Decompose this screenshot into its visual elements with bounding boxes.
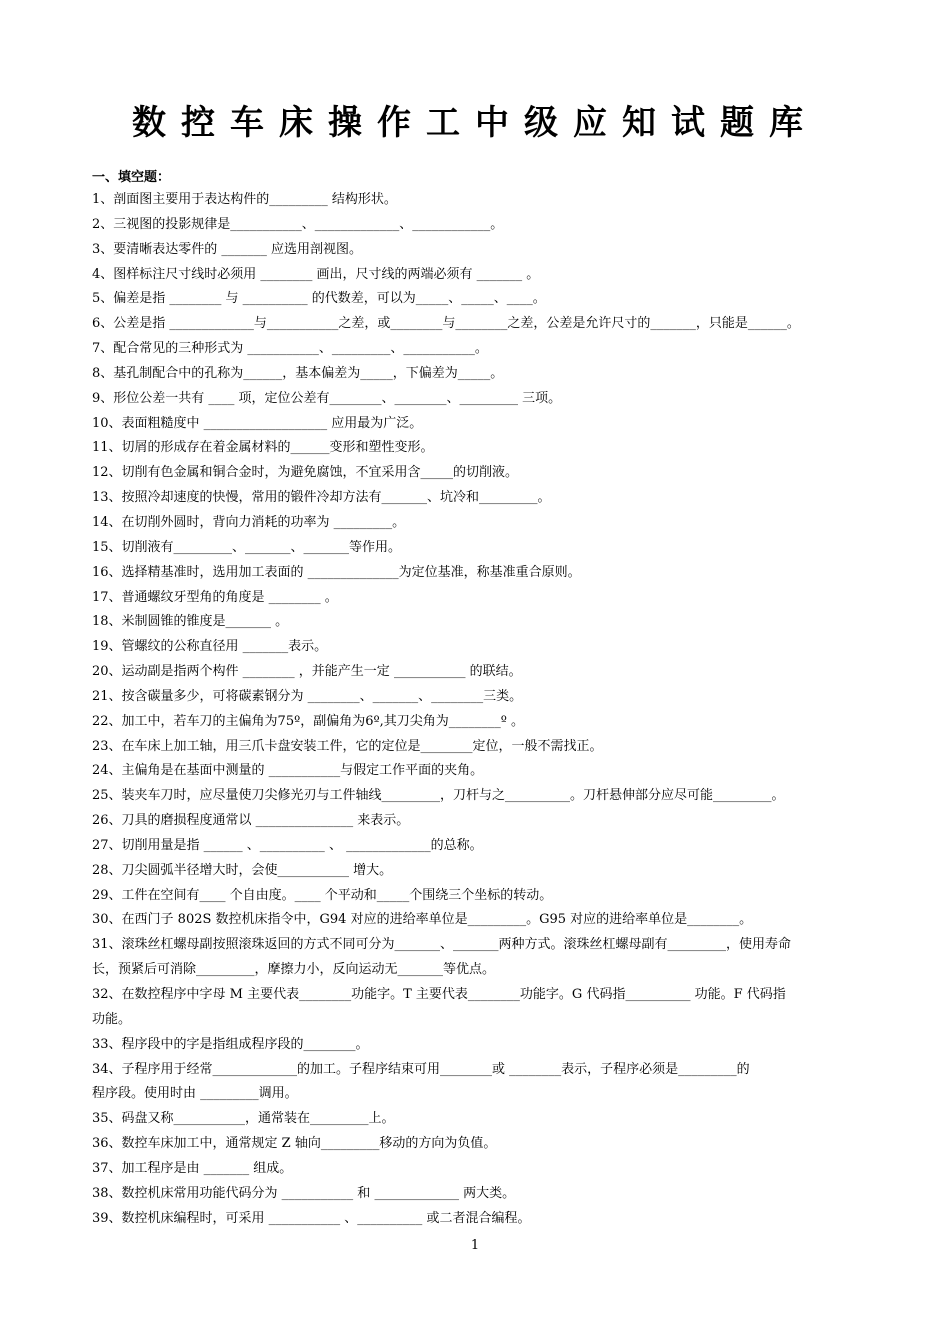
- question-13: 13、按照冷却速度的快慢，常用的锻件冷却方法有_______、坑冷和_________。: [92, 490, 551, 506]
- question-36: 36、数控车床加工中，通常规定 Z 轴向_________移动的方向为负值。: [92, 1136, 497, 1152]
- question-22: 22、加工中，若车刀的主偏角为75º，副偏角为6º,其刀尖角为________º 。: [92, 713, 524, 729]
- page-number: 1: [470, 1238, 480, 1253]
- question-14: 14、在切削外圆时，背向力消耗的功率为 _________。: [92, 514, 406, 530]
- question-34-continued: 程序段。使用时由 _________调用。: [92, 1086, 298, 1102]
- question-33: 33、程序段中的字是指组成程序段的________。: [92, 1036, 369, 1052]
- section-heading: 一、填空题：: [92, 170, 171, 185]
- question-23: 23、在车床上加工轴，用三爪卡盘安装工件，它的定位是________定位，一般不需找正。: [92, 738, 603, 754]
- question-11: 11、切屑的形成存在着金属材料的______变形和塑性变形。: [92, 440, 434, 456]
- question-31: 31、滚珠丝杠螺母副按照滚珠返回的方式不同可分为_______、_______两种方式。滚珠丝杠螺母副有_________，使用寿命: [92, 937, 792, 953]
- question-12: 12、切削有色金属和铜合金时，为避免腐蚀，不宜采用含_____的切削液。: [92, 465, 519, 481]
- question-15: 15、切削液有_________、_______、_______等作用。: [92, 539, 402, 555]
- question-34: 34、子程序用于经常_____________的加工。子程序结束可用________或 ________表示，子程序必须是_________的: [92, 1061, 750, 1077]
- question-19: 19、管螺纹的公称直径用 _______表示。: [92, 639, 328, 655]
- question-21: 21、按含碳量多少，可将碳素钢分为 ________、_______、________三类。: [92, 688, 523, 704]
- question-10: 10、表面粗糙度中 ___________________ 应用最为广泛。: [92, 415, 423, 431]
- question-25: 25、装夹车刀时，应尽量使刀尖修光刃与工件轴线_________，刀杆与之__________。刀杆悬伸部分应尽可能_________。: [92, 788, 785, 804]
- question-32-continued: 功能。: [92, 1011, 132, 1027]
- question-20: 20、运动副是指两个构件 ________ ，并能产生一定 ___________ 的联结。: [92, 664, 522, 680]
- question-3: 3、要清晰表达零件的 _______ 应选用剖视图。: [92, 241, 363, 257]
- question-18: 18、米制圆锥的锥度是_______ 。: [92, 614, 289, 630]
- question-16: 16、选择精基准时，选用加工表面的 ______________为定位基准，称基准重合原则。: [92, 564, 581, 580]
- question-6: 6、公差是指 _____________与___________之差，或________与________之差，公差是允许尺寸的_______，只能是______。: [92, 316, 800, 332]
- question-2: 2、三视图的投影规律是___________、_____________、____________。: [92, 216, 504, 232]
- question-39: 39、数控机床编程时，可采用 ___________ 、__________ 或二者混合编程。: [92, 1210, 531, 1226]
- question-32: 32、在数控程序中字母 M 主要代表________功能字。T 主要代表________功能字。G 代码指__________ 功能。F 代码指: [92, 987, 786, 1002]
- question-17: 17、普通螺纹牙型角的角度是 ________ 。: [92, 589, 338, 605]
- question-29: 29、工件在空间有____ 个自由度。____ 个平动和_____个围绕三个坐标的转动。: [92, 887, 553, 903]
- question-7: 7、配合常见的三种形式为 ___________、_________、___________。: [92, 341, 488, 357]
- question-4: 4、图样标注尺寸线时必须用 ________ 画出，尺寸线的两端必须有 _______ 。: [92, 266, 540, 282]
- question-28: 28、刀尖圆弧半径增大时，会使___________ 增大。: [92, 862, 393, 878]
- question-5: 5、偏差是指 ________ 与 __________ 的代数差，可以为_____、_____、____。: [92, 291, 546, 307]
- question-37: 37、加工程序是由 _______ 组成。: [92, 1160, 293, 1176]
- question-35: 35、码盘又称___________，通常装在_________上。: [92, 1111, 395, 1127]
- page-title: 数控车床操作工中级应知试题库: [132, 103, 818, 143]
- question-8: 8、基孔制配合中的孔称为______，基本偏差为_____，下偏差为_____。: [92, 365, 504, 381]
- question-24: 24、主偏角是在基面中测量的 ___________与假定工作平面的夹角。: [92, 763, 484, 779]
- question-38: 38、数控机床常用功能代码分为 ___________ 和 _____________ 两大类。: [92, 1185, 516, 1201]
- question-list: [92, 188, 867, 1231]
- question-30: 30、在西门子 802S 数控机床指令中，G94 对应的进给率单位是_________。G95 对应的进给率单位是________。: [92, 912, 753, 928]
- question-27: 27、切削用量是指 ______ 、__________ 、 _____________的总称。: [92, 837, 483, 853]
- question-1: 1、剖面图主要用于表达构件的_________ 结构形状。: [92, 192, 397, 207]
- question-9: 9、形位公差一共有 ____ 项，定位公差有________、________、_________ 三项。: [92, 390, 562, 406]
- question-31-continued: 长，预紧后可消除_________，摩擦力小，反向运动无_______等优点。: [92, 962, 496, 978]
- question-26: 26、刀具的磨损程度通常以 _______________ 来表示。: [92, 813, 410, 829]
